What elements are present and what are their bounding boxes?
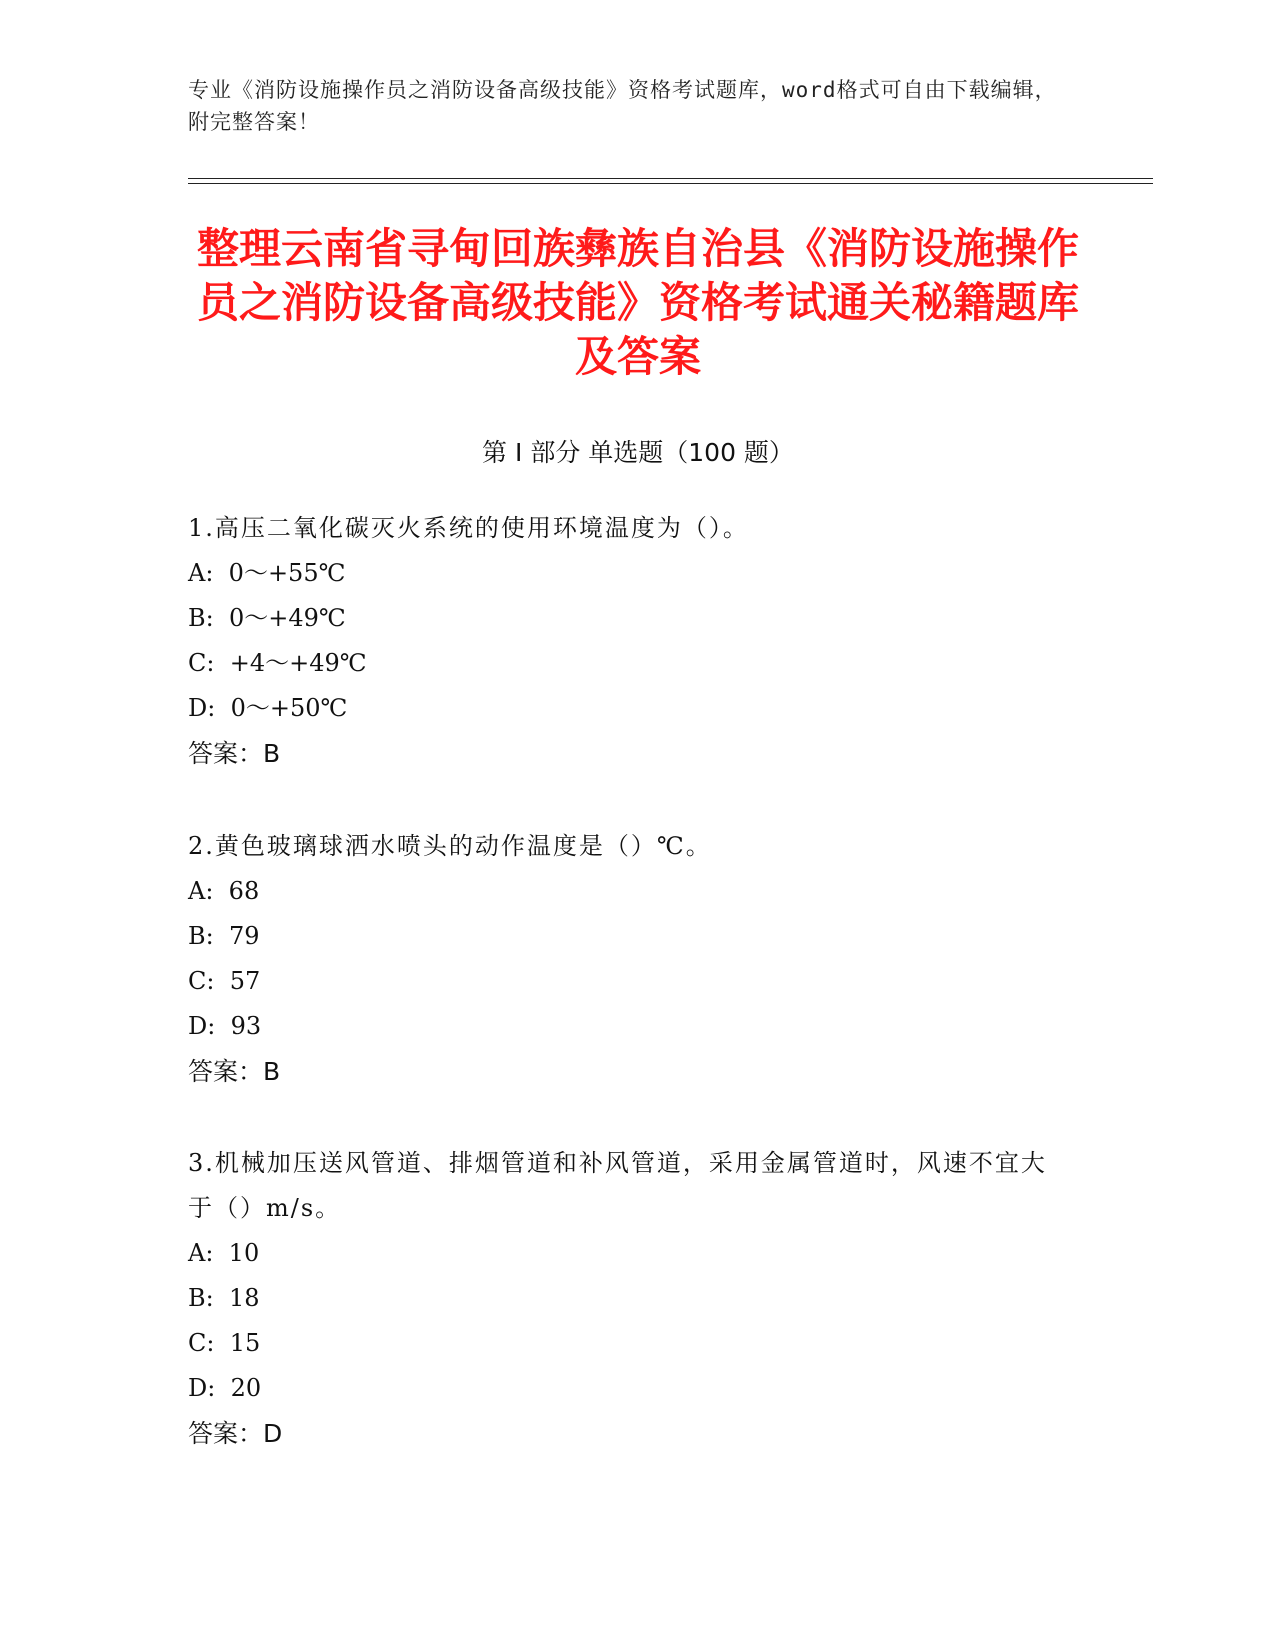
question-3 [188, 1141, 1068, 1456]
option-a: A: 10 [188, 1239, 260, 1267]
option-d: D: 20 [188, 1374, 262, 1402]
answer: 答案：D [188, 1419, 283, 1448]
option-a: A: 0～+55℃ [188, 559, 346, 587]
option-b: B: 0～+49℃ [188, 604, 346, 632]
option-c: C: 57 [188, 967, 261, 995]
option-d: D: 93 [188, 1012, 262, 1040]
option-b: B: 18 [188, 1284, 260, 1312]
question-stem: 2.黄色玻璃球洒水喷头的动作温度是（）℃。 [188, 832, 712, 860]
header-note: 专业《消防设施操作员之消防设备高级技能》资格考试题库，word格式可自由下载编辑，附完整答案！ [188, 78, 1057, 134]
question-1 [188, 506, 1068, 776]
question-stem: 1.高压二氧化碳灭火系统的使用环境温度为（）。 [188, 514, 749, 542]
option-c: C: +4～+49℃ [188, 649, 367, 677]
answer: 答案：B [188, 1057, 281, 1086]
option-d: D: 0～+50℃ [188, 694, 348, 722]
answer: 答案：B [188, 739, 281, 768]
section-title: 第 I 部分 单选题（100 题） [482, 438, 794, 467]
option-c: C: 15 [188, 1329, 261, 1357]
header-divider [188, 178, 1153, 184]
question-2 [188, 824, 1068, 1094]
option-a: A: 68 [188, 877, 260, 905]
question-stem: 3.机械加压送风管道、排烟管道和补风管道，采用金属管道时，风速不宜大于（）m/s。 [188, 1149, 1047, 1222]
option-b: B: 79 [188, 922, 260, 950]
document-title: 整理云南省寻甸回族彝族自治县《消防设施操作员之消防设备高级技能》资格考试通关秘籍题库及答案 [196, 224, 1079, 381]
